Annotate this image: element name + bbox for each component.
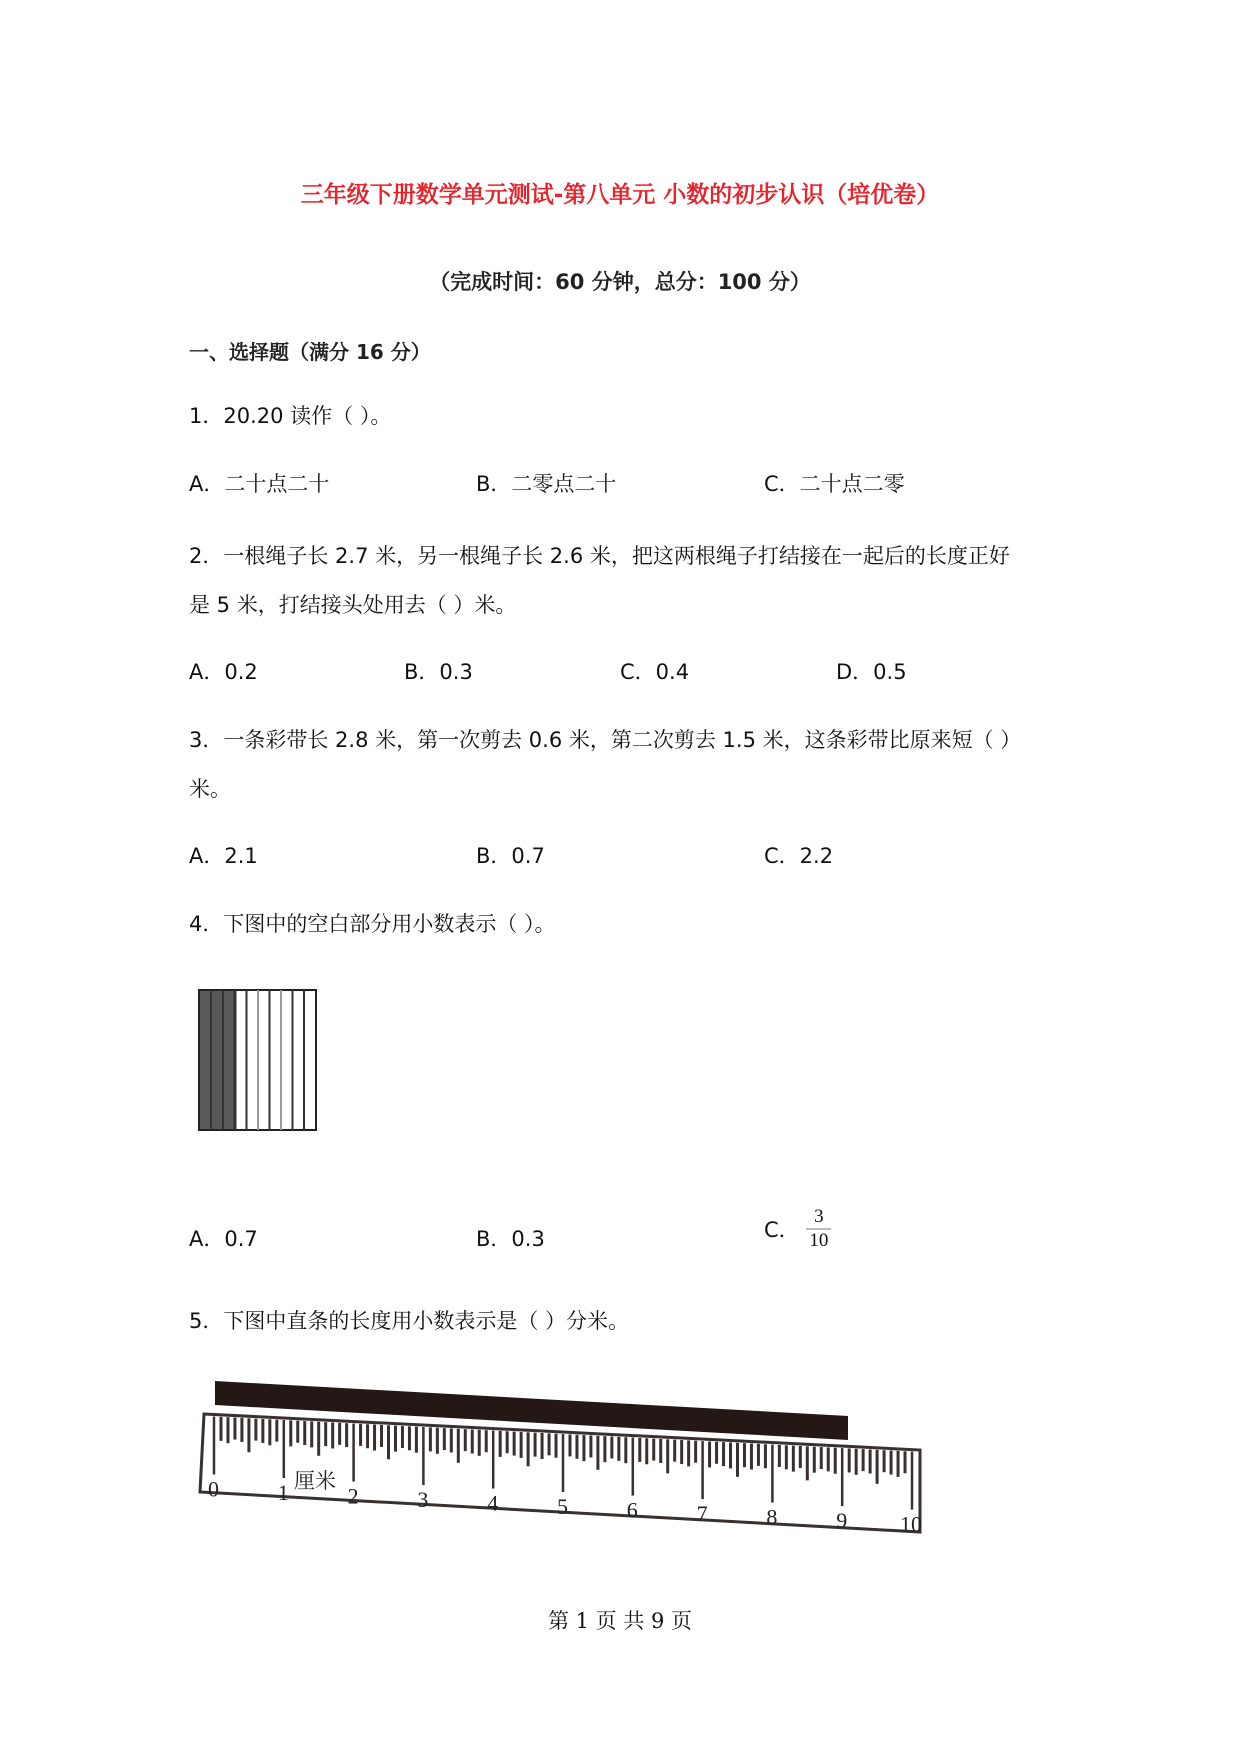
question-4-option-a: A．0.7 bbox=[189, 1227, 258, 1251]
svg-text:5: 5 bbox=[557, 1494, 568, 1520]
svg-text:1: 1 bbox=[277, 1480, 289, 1506]
svg-text:2: 2 bbox=[347, 1483, 359, 1509]
question-2-text-line2: 是 5 米，打结接头处用去（ ）米。 bbox=[189, 593, 517, 617]
svg-text:4: 4 bbox=[487, 1490, 499, 1516]
question-2-option-d: D．0.5 bbox=[836, 660, 907, 684]
question-4-option-c bbox=[764, 1206, 831, 1252]
svg-text:6: 6 bbox=[626, 1497, 638, 1523]
document-title: 三年级下册数学单元测试-第八单元 小数的初步认识（培优卷） bbox=[300, 182, 940, 208]
question-3-text-line1: 3．一条彩带长 2.8 米，第一次剪去 0.6 米，第二次剪去 1.5 米，这条彩带比原来短（ ） bbox=[189, 728, 1022, 752]
fraction-numerator: 3 bbox=[806, 1206, 831, 1230]
ruler-unit-label: 厘米 bbox=[294, 1469, 336, 1493]
question-5-text: 5．下图中直条的长度用小数表示是（ ）分米。 bbox=[189, 1309, 630, 1333]
question-1-option-a: A．二十点二十 bbox=[189, 472, 330, 496]
fraction-denominator: 10 bbox=[809, 1230, 829, 1251]
question-1-text: 1．20.20 读作（ ）。 bbox=[189, 404, 392, 428]
question-2-text-line1: 2．一根绳子长 2.7 米，另一根绳子长 2.6 米，把这两根绳子打结接在一起后的长度正好 bbox=[189, 544, 1010, 568]
question-2-option-a: A．0.2 bbox=[189, 660, 258, 684]
svg-text:10: 10 bbox=[900, 1511, 922, 1537]
strip-grid-figure bbox=[198, 989, 318, 1135]
section-heading: 一、选择题（满分 16 分） bbox=[189, 340, 431, 364]
svg-text:7: 7 bbox=[696, 1501, 708, 1527]
option-c-prefix: C． bbox=[764, 1218, 800, 1242]
question-1-option-c: C．二十点二零 bbox=[764, 472, 905, 496]
svg-text:8: 8 bbox=[766, 1504, 778, 1530]
svg-text:3: 3 bbox=[417, 1487, 429, 1513]
question-1-option-b: B．二零点二十 bbox=[476, 472, 617, 496]
question-4-text: 4．下图中的空白部分用小数表示（ ）。 bbox=[189, 912, 556, 936]
question-3-option-c: C．2.2 bbox=[764, 844, 834, 868]
fraction bbox=[806, 1206, 831, 1252]
svg-text:0: 0 bbox=[208, 1476, 219, 1502]
document-subtitle: （完成时间：60 分钟，总分：100 分） bbox=[429, 270, 811, 294]
question-3-option-b: B．0.7 bbox=[476, 844, 545, 868]
question-2-option-b: B．0.3 bbox=[404, 660, 473, 684]
svg-text:9: 9 bbox=[836, 1508, 848, 1534]
page-footer: 第 1 页 共 9 页 bbox=[547, 1609, 693, 1633]
question-2-option-c: C．0.4 bbox=[620, 660, 690, 684]
question-3-option-a: A．2.1 bbox=[189, 844, 258, 868]
question-3-text-line2: 米。 bbox=[189, 777, 231, 801]
question-4-option-b: B．0.3 bbox=[476, 1227, 545, 1251]
ruler-figure bbox=[198, 1380, 928, 1544]
